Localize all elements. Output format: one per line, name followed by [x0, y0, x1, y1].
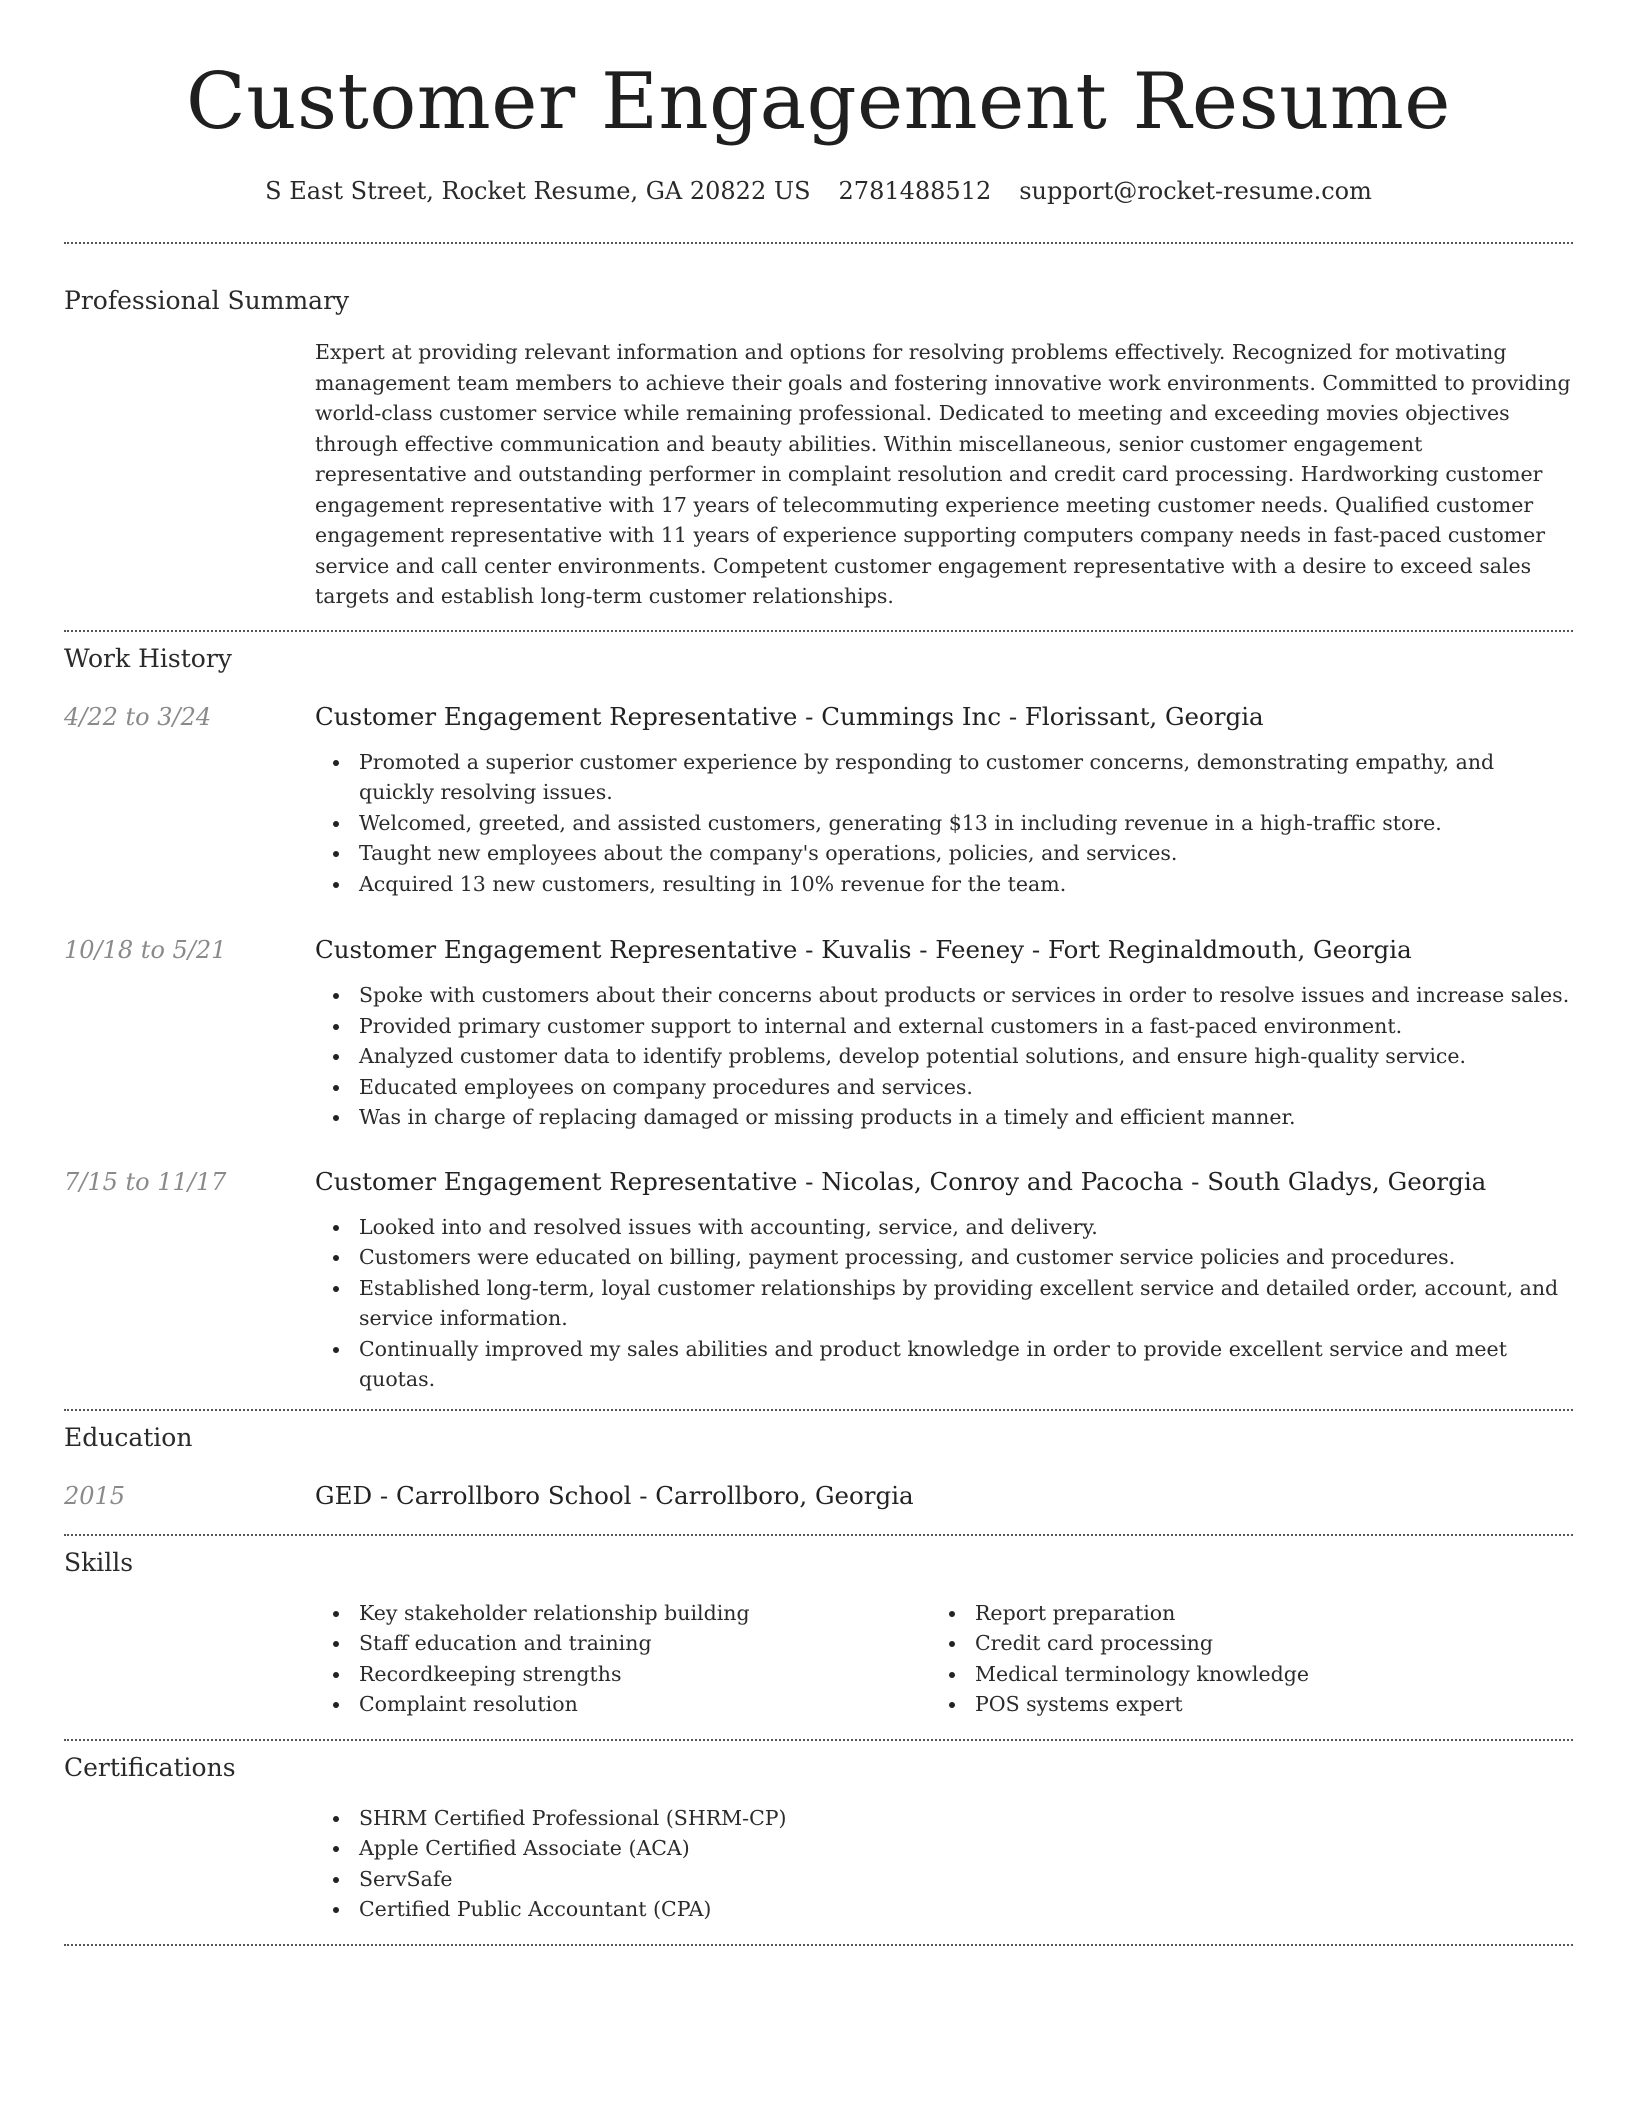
- certification-item: SHRM Certified Professional (SHRM-CP): [315, 1803, 1573, 1834]
- job-bullet: Taught new employees about the company's operations, policies, and services.: [315, 838, 1573, 869]
- job-bullet: Spoke with customers about their concerns about products or services in order to resolve issues and increase sales.: [315, 980, 1573, 1011]
- job-bullet: Established long-term, loyal customer relationships by providing excellent service and detailed order, account, and service information.: [315, 1273, 1573, 1334]
- job-bullet: Provided primary customer support to internal and external customers in a fast-paced environment.: [315, 1011, 1573, 1042]
- certification-item: ServSafe: [315, 1864, 1573, 1895]
- education-section: [64, 1421, 1573, 1513]
- contact-address: S East Street, Rocket Resume, GA 20822 US: [265, 177, 811, 205]
- skill-item: Report preparation: [931, 1598, 1547, 1629]
- skills-section: [64, 1546, 1573, 1720]
- education-year: 2015: [64, 1481, 126, 1510]
- skills-list-right: [931, 1598, 1547, 1720]
- work-history-heading: Work History: [64, 643, 232, 673]
- summary-heading: Professional Summary: [64, 286, 350, 315]
- divider: [64, 1944, 1573, 1946]
- job-bullet: Was in charge of replacing damaged or missing products in a timely and efficient manner.: [315, 1102, 1573, 1133]
- job-bullet: Looked into and resolved issues with accounting, service, and delivery.: [315, 1212, 1573, 1243]
- divider: [64, 242, 1573, 244]
- contact-email[interactable]: support@rocket-resume.com: [1019, 177, 1372, 205]
- job-bullet: Continually improved my sales abilities and product knowledge in order to provide excellent service and meet quotas.: [315, 1334, 1573, 1395]
- divider: [64, 630, 1573, 632]
- certifications-list: [315, 1803, 1573, 1925]
- job-bullet: Promoted a superior customer experience by responding to customer concerns, demonstrating empathy, and quickly resolving issues.: [315, 747, 1573, 808]
- skills-list-left: [315, 1598, 931, 1720]
- certifications-heading: Certifications: [64, 1752, 236, 1782]
- job-entry: [64, 1165, 1573, 1395]
- job-bullet: Educated employees on company procedures and services.: [315, 1072, 1573, 1103]
- resume-page: [64, 0, 1573, 1946]
- skill-item: Staff education and training: [315, 1628, 931, 1659]
- skill-item: Complaint resolution: [315, 1689, 931, 1720]
- job-dates: 4/22 to 3/24: [64, 702, 212, 731]
- divider: [64, 1409, 1573, 1411]
- job-bullet: Analyzed customer data to identify problems, develop potential solutions, and ensure high-quality service.: [315, 1041, 1573, 1072]
- education-title: GED - Carrollboro School - Carrollboro, Georgia: [315, 1480, 914, 1510]
- resume-title: Customer Engagement Resume: [186, 57, 1451, 147]
- job-bullets: [315, 747, 1573, 900]
- job-title: Customer Engagement Representative - Cummings Inc - Florissant, Georgia: [315, 701, 1264, 731]
- certifications-section: [64, 1751, 1573, 1925]
- work-history-section: [64, 642, 1573, 1395]
- education-heading: Education: [64, 1422, 193, 1452]
- skill-item: Recordkeeping strengths: [315, 1659, 931, 1690]
- certification-item: Certified Public Accountant (CPA): [315, 1894, 1573, 1925]
- skill-item: POS systems expert: [931, 1689, 1547, 1720]
- divider: [64, 1534, 1573, 1536]
- job-bullets: [315, 980, 1573, 1133]
- skill-item: Credit card processing: [931, 1628, 1547, 1659]
- education-entry: [64, 1479, 1573, 1513]
- job-bullet: Acquired 13 new customers, resulting in 10% revenue for the team.: [315, 869, 1573, 900]
- job-bullets: [315, 1212, 1573, 1395]
- job-entry: [64, 933, 1573, 1133]
- skill-item: Medical terminology knowledge: [931, 1659, 1547, 1690]
- contact-phone: 2781488512: [838, 177, 992, 205]
- job-dates: 10/18 to 5/21: [64, 936, 227, 964]
- contact-line: [64, 174, 1573, 208]
- job-bullet: Welcomed, greeted, and assisted customers, generating $13 in including revenue in a high-traffic store.: [315, 808, 1573, 839]
- summary-text: Expert at providing relevant information and options for resolving problems effectively. Recognized for motivating management team members to achieve their goals and fostering innovative work environments. Committed to providing world-class customer service while remaining professional. Dedicated to meeting and exceeding movies objectives through effective communication and beauty abilities. Within miscellaneous, senior customer engagement representative and outstanding performer in complaint resolution and credit card processing. Hardworking customer engagement representative with 17 years of telecommuting experience meeting customer needs. Qualified customer engagement representative with 11 years of experience supporting computers company needs in fast-paced customer service and call center environments. Competent customer engagement representative with a desire to exceed sales targets and establish long-term customer relationships.: [315, 340, 1571, 608]
- summary-section: [64, 284, 1573, 612]
- job-entry: [64, 700, 1573, 900]
- job-dates: 7/15 to 11/17: [64, 1167, 227, 1196]
- job-title: Customer Engagement Representative - Kuvalis - Feeney - Fort Reginaldmouth, Georgia: [315, 935, 1412, 964]
- job-bullet: Customers were educated on billing, payment processing, and customer service policies and procedures.: [315, 1242, 1573, 1273]
- skill-item: Key stakeholder relationship building: [315, 1598, 931, 1629]
- certification-item: Apple Certified Associate (ACA): [315, 1833, 1573, 1864]
- divider: [64, 1739, 1573, 1741]
- skills-heading: Skills: [64, 1547, 134, 1577]
- job-title: Customer Engagement Representative - Nicolas, Conroy and Pacocha - South Gladys, Georgia: [315, 1166, 1487, 1196]
